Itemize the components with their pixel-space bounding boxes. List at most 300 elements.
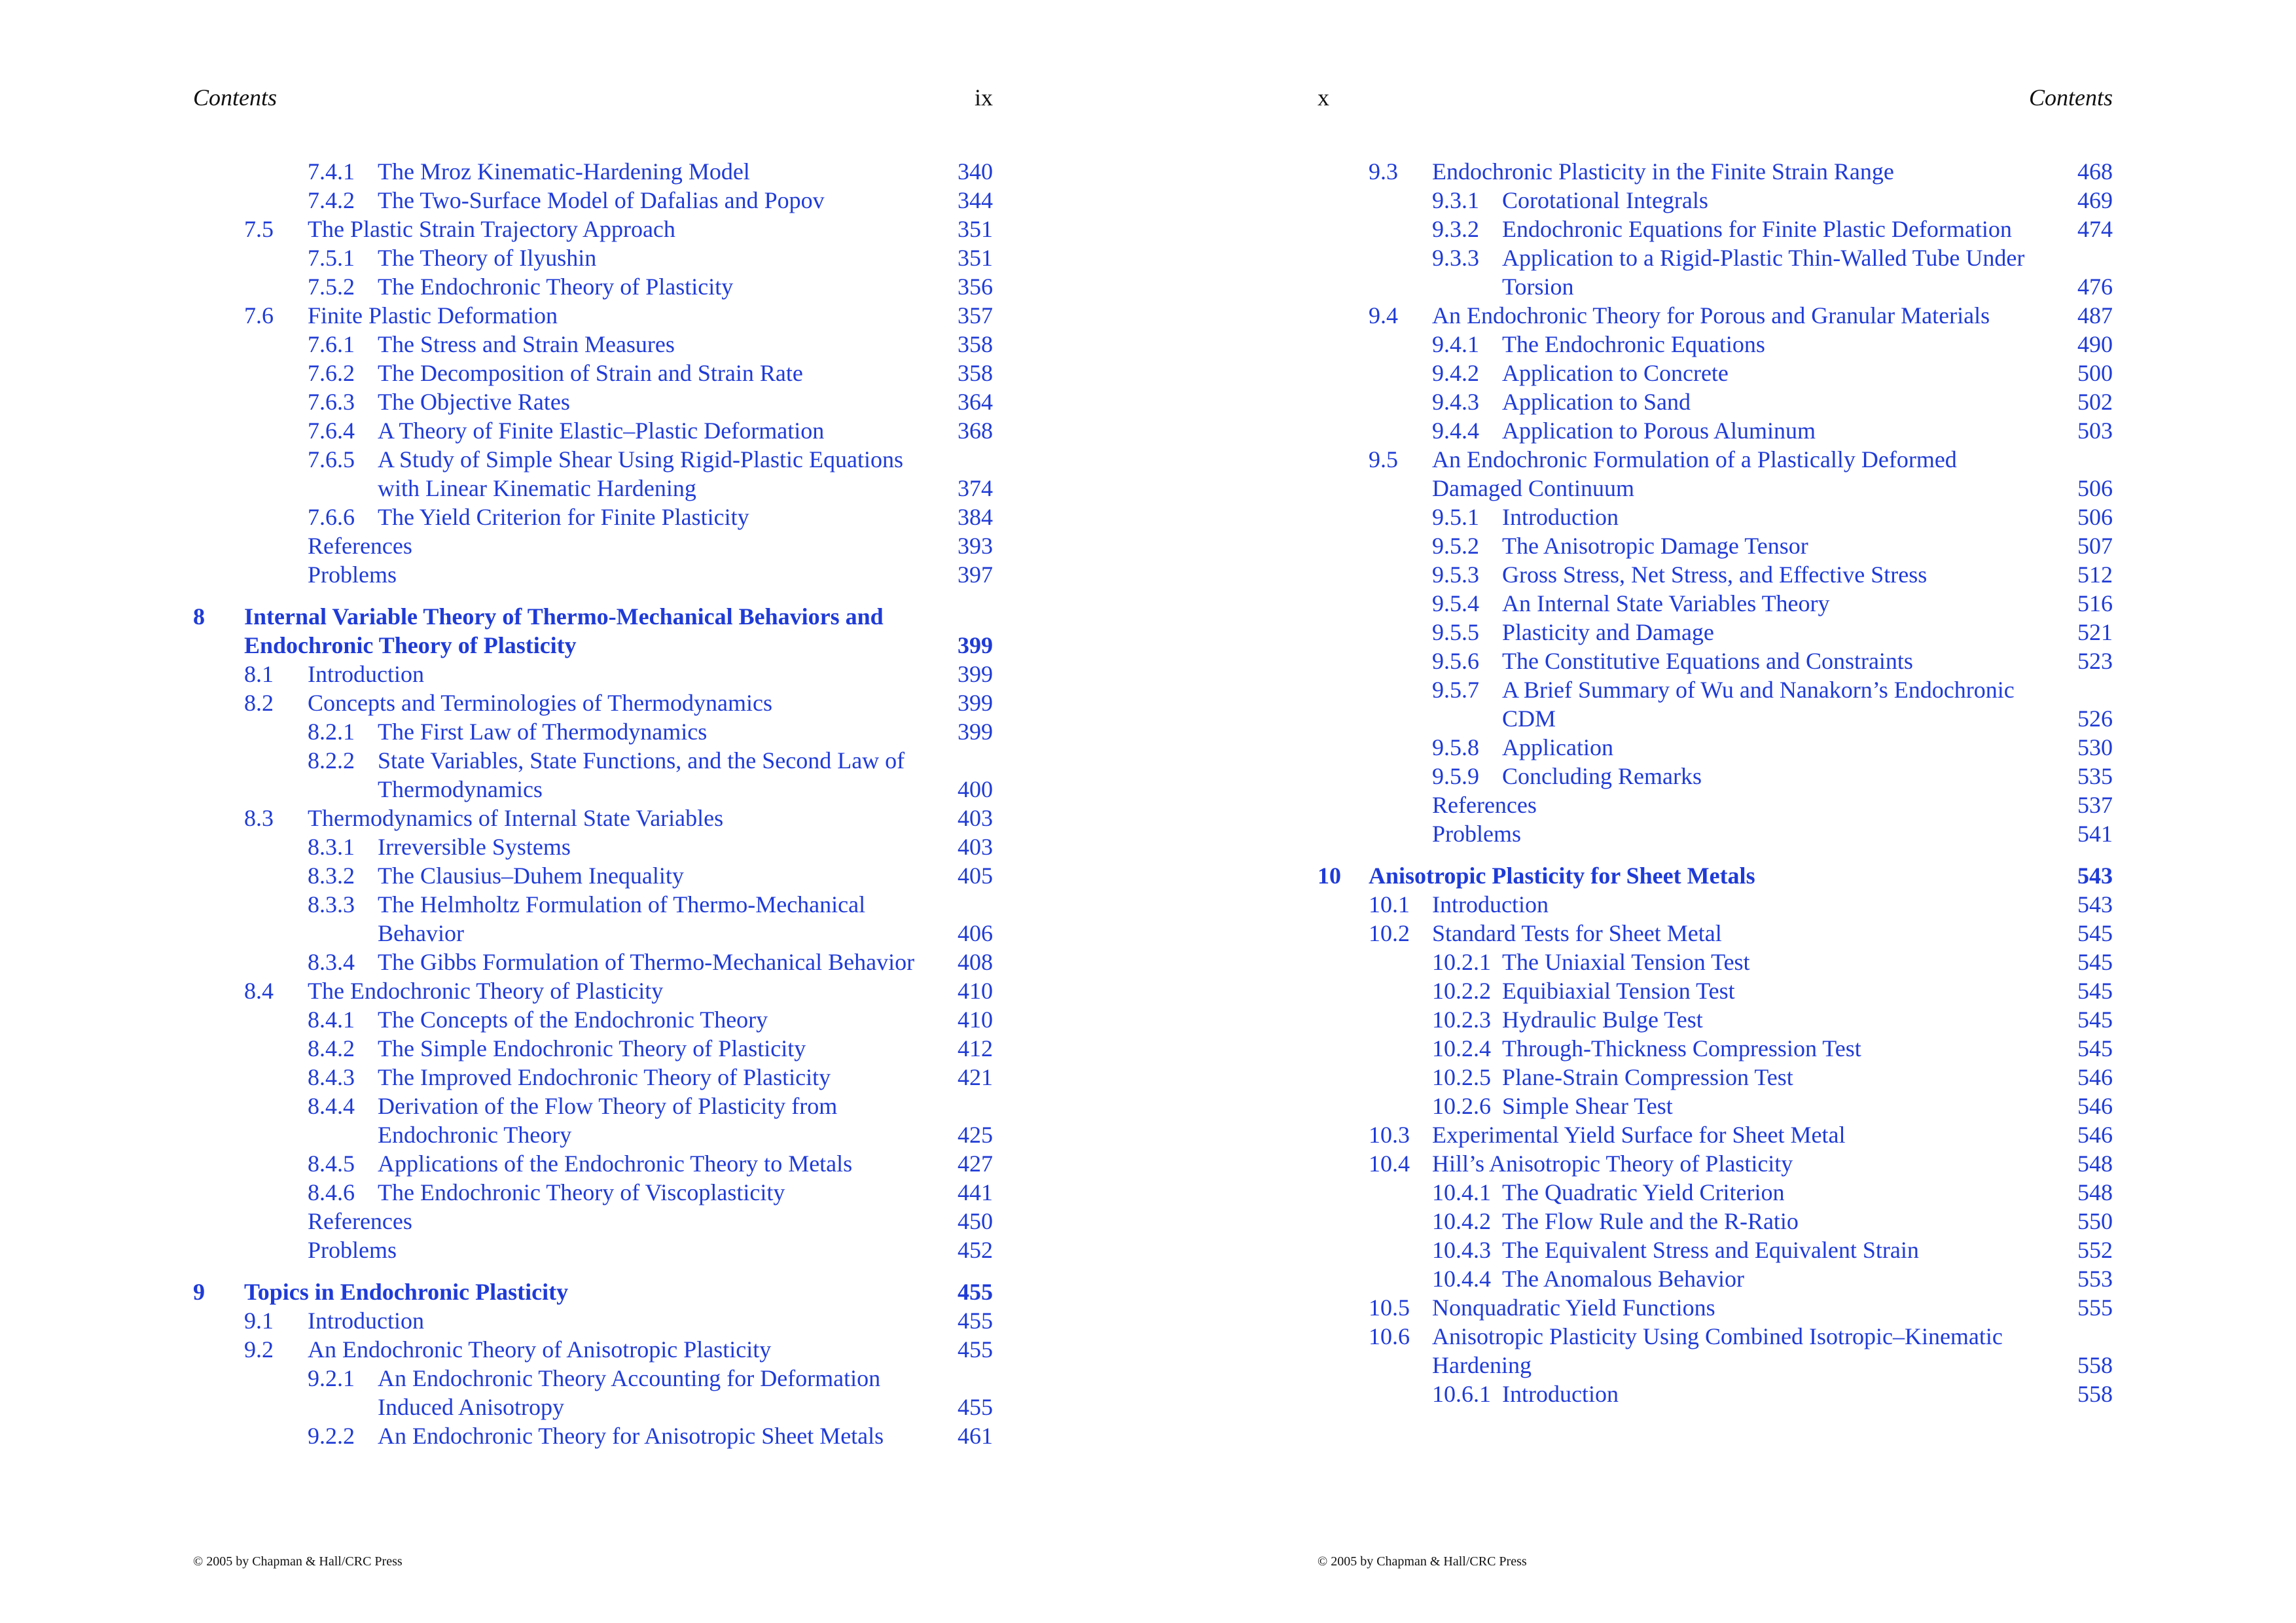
page-ref: 558: [2077, 1381, 2113, 1407]
section-title: An Internal State Variables Theory: [1502, 590, 1830, 616]
section-title: Nonquadratic Yield Functions: [1432, 1294, 1715, 1321]
section-title: The Improved Endochronic Theory of Plasticity: [378, 1064, 831, 1090]
section-number: 7.6: [244, 302, 274, 329]
section-number: 10: [1318, 863, 1341, 889]
page-ref: 406: [958, 920, 993, 946]
table-of-contents: [193, 157, 993, 1450]
section-number: 8.4.3: [308, 1064, 355, 1090]
section-number: 7.6.4: [308, 418, 355, 444]
toc-entry[interactable]: [193, 186, 993, 215]
toc-entry[interactable]: [1318, 762, 2113, 791]
page-ref: 455: [958, 1336, 993, 1363]
toc-entry[interactable]: [1318, 531, 2113, 560]
toc-entry[interactable]: [1318, 359, 2113, 387]
section-title: The Quadratic Yield Criterion: [1502, 1179, 1785, 1205]
page-ref: 469: [2077, 187, 2113, 213]
toc-entry[interactable]: [193, 832, 993, 861]
section-number: 9.1: [244, 1308, 274, 1334]
page-ref: 502: [2077, 389, 2113, 415]
section-number: 9.4.1: [1432, 331, 1479, 357]
section-number: 8.4: [244, 978, 274, 1004]
toc-entry[interactable]: [1318, 618, 2113, 647]
section-title: An Endochronic Theory for Porous and Granular Materials: [1432, 302, 1990, 329]
section-number: 8.2: [244, 690, 274, 716]
section-number: 8.3.2: [308, 863, 355, 889]
page-ref: 526: [2077, 705, 2113, 732]
running-title: Contents: [193, 84, 278, 111]
page-ref: 541: [2077, 821, 2113, 847]
section-number: 7.6.1: [308, 331, 355, 357]
section-title: Anisotropic Plasticity Using Combined Isotropic–Kinematic Hardening: [1432, 1323, 2003, 1378]
section-title: Hill’s Anisotropic Theory of Plasticity: [1432, 1150, 1793, 1177]
section-number: 9.5.1: [1432, 504, 1479, 530]
section-title: The Helmholtz Formulation of Thermo-Mechanical Behavior: [378, 891, 866, 946]
section-title: Problems: [308, 1237, 397, 1263]
section-number: 10.4: [1369, 1150, 1410, 1177]
section-title: The Endochronic Theory of Plasticity: [378, 274, 734, 300]
page-ref: 468: [2077, 158, 2113, 185]
toc-entry[interactable]: [1318, 1092, 2113, 1120]
section-number: 10.4.3: [1432, 1237, 1491, 1263]
page-ref: 523: [2077, 648, 2113, 674]
section-number: 9: [193, 1279, 205, 1305]
page-ref: 506: [2077, 475, 2113, 501]
section-title: The Gibbs Formulation of Thermo-Mechanical Behavior: [378, 949, 915, 975]
section-title: The Endochronic Theory of Viscoplasticity: [378, 1179, 785, 1205]
page-ref: 357: [958, 302, 993, 329]
section-number: 8.2.1: [308, 719, 355, 745]
page-ref: 555: [2077, 1294, 2113, 1321]
section-title: The Decomposition of Strain and Strain Rate: [378, 360, 803, 386]
section-number: 10.5: [1369, 1294, 1410, 1321]
left-page: [193, 0, 993, 1623]
toc-entry[interactable]: [1318, 675, 2113, 733]
page-ref: 545: [2077, 949, 2113, 975]
toc-entry[interactable]: [1318, 445, 2113, 503]
section-title: The Stress and Strain Measures: [378, 331, 675, 357]
toc-entry[interactable]: [1318, 387, 2113, 416]
section-title: An Endochronic Theory for Anisotropic Sheet Metals: [378, 1423, 884, 1449]
section-title: The Equivalent Stress and Equivalent Strain: [1502, 1237, 1919, 1263]
toc-entry[interactable]: [193, 1149, 993, 1178]
page-ref: 548: [2077, 1150, 2113, 1177]
toc-entry[interactable]: [193, 215, 993, 243]
page-ref: 545: [2077, 978, 2113, 1004]
page-ref: 397: [958, 562, 993, 588]
section-title: The Mroz Kinematic-Hardening Model: [378, 158, 750, 185]
section-number: 9.3: [1369, 158, 1398, 185]
section-number: 9.2.1: [308, 1365, 355, 1391]
section-number: 9.5.2: [1432, 533, 1479, 559]
section-title: The Anomalous Behavior: [1502, 1266, 1744, 1292]
toc-entry[interactable]: [1318, 589, 2113, 618]
section-title: The Uniaxial Tension Test: [1502, 949, 1750, 975]
section-number: 10.6.1: [1432, 1381, 1491, 1407]
section-title: Introduction: [1502, 1381, 1619, 1407]
section-number: 10.2.3: [1432, 1007, 1491, 1033]
section-title: An Endochronic Theory Accounting for Deformation Induced Anisotropy: [378, 1365, 881, 1420]
section-number: 9.5.4: [1432, 590, 1479, 616]
table-of-contents: [1318, 157, 2113, 1408]
toc-entry[interactable]: [193, 804, 993, 832]
toc-entry[interactable]: [1318, 733, 2113, 762]
section-number: 8.4.6: [308, 1179, 355, 1205]
toc-entry[interactable]: [1318, 647, 2113, 675]
page-ref: 399: [958, 632, 993, 658]
page-ref: 400: [958, 776, 993, 802]
page-ref: 546: [2077, 1064, 2113, 1090]
section-title: Simple Shear Test: [1502, 1093, 1673, 1119]
toc-entry[interactable]: [193, 157, 993, 186]
page-ref: 364: [958, 389, 993, 415]
page-ref: 474: [2077, 216, 2113, 242]
section-title: Gross Stress, Net Stress, and Effective Stress: [1502, 562, 1928, 588]
section-number: 8.3.1: [308, 834, 355, 860]
section-title: Applications of the Endochronic Theory to Metals: [378, 1150, 853, 1177]
toc-entry[interactable]: [193, 272, 993, 301]
section-number: 8.4.4: [308, 1093, 355, 1119]
section-number: 10.2: [1369, 920, 1410, 946]
page-ref: 408: [958, 949, 993, 975]
page-ref: 558: [2077, 1352, 2113, 1378]
toc-entry[interactable]: [1318, 1063, 2113, 1092]
toc-entry[interactable]: [1318, 976, 2113, 1005]
toc-entry[interactable]: [1318, 1149, 2113, 1178]
section-title: References: [308, 533, 412, 559]
page-ref: 412: [958, 1035, 993, 1061]
section-number: 9.3.2: [1432, 216, 1479, 242]
section-title: State Variables, State Functions, and the Second Law of Thermodynamics: [378, 747, 905, 802]
section-title: Derivation of the Flow Theory of Plasticity from Endochronic Theory: [378, 1093, 838, 1148]
toc-entry[interactable]: [1318, 791, 2113, 819]
section-title: Application to Porous Aluminum: [1502, 418, 1816, 444]
toc-entry[interactable]: [1318, 1034, 2113, 1063]
section-number: 7.6.2: [308, 360, 355, 386]
section-number: 9.5.3: [1432, 562, 1479, 588]
page-ref: 543: [2077, 863, 2113, 889]
toc-entry[interactable]: [193, 1306, 993, 1335]
section-number: 10.2.5: [1432, 1064, 1491, 1090]
section-number: 8: [193, 603, 205, 630]
section-number: 8.3.4: [308, 949, 355, 975]
section-title: The Theory of Ilyushin: [378, 245, 597, 271]
page-ref: 537: [2077, 792, 2113, 818]
toc-entry[interactable]: [193, 387, 993, 416]
page-ref: 516: [2077, 590, 2113, 616]
toc-entry[interactable]: [1318, 919, 2113, 948]
section-number: 7.5.1: [308, 245, 355, 271]
section-title: Problems: [1432, 821, 1522, 847]
running-title: Contents: [2028, 84, 2113, 111]
toc-chapter-entry[interactable]: [193, 602, 993, 660]
toc-entry[interactable]: [1318, 1207, 2113, 1236]
section-title: Problems: [308, 562, 397, 588]
section-title: References: [1432, 792, 1537, 818]
section-title: Experimental Yield Surface for Sheet Metal: [1432, 1122, 1846, 1148]
toc-entry[interactable]: [1318, 301, 2113, 330]
toc-entry[interactable]: [193, 243, 993, 272]
page-ref: 507: [2077, 533, 2113, 559]
section-title: Application: [1502, 734, 1613, 760]
page-ref: 512: [2077, 562, 2113, 588]
section-title: The Objective Rates: [378, 389, 570, 415]
page-ref: 535: [2077, 763, 2113, 789]
page-ref: 455: [958, 1308, 993, 1334]
page-ref: 461: [958, 1423, 993, 1449]
section-title: Plane-Strain Compression Test: [1502, 1064, 1793, 1090]
section-title: Irreversible Systems: [378, 834, 571, 860]
section-number: 9.4: [1369, 302, 1398, 329]
page-ref: 552: [2077, 1237, 2113, 1263]
page-ref: 506: [2077, 504, 2113, 530]
section-number: 8.3: [244, 805, 274, 831]
section-number: 8.1: [244, 661, 274, 687]
section-number: 10.4.2: [1432, 1208, 1491, 1234]
toc-entry[interactable]: [193, 560, 993, 589]
section-title: The First Law of Thermodynamics: [378, 719, 708, 745]
page-ref: 344: [958, 187, 993, 213]
toc-entry[interactable]: [193, 1178, 993, 1207]
toc-entry[interactable]: [193, 1364, 993, 1421]
page-ref: 455: [958, 1279, 993, 1305]
toc-entry[interactable]: [193, 301, 993, 330]
section-title: Application to Concrete: [1502, 360, 1729, 386]
section-number: 9.2: [244, 1336, 274, 1363]
toc-entry[interactable]: [193, 660, 993, 688]
page-ref: 358: [958, 360, 993, 386]
page-ref: 490: [2077, 331, 2113, 357]
section-title: Internal Variable Theory of Thermo-Mechanical Behaviors and Endochronic Theory of Plasticity: [244, 603, 884, 658]
page-ref: 546: [2077, 1093, 2113, 1119]
page-ref: 530: [2077, 734, 2113, 760]
page-ref: 543: [2077, 891, 2113, 918]
section-title: A Study of Simple Shear Using Rigid-Plastic Equations with Linear Kinematic Hardening: [378, 446, 903, 501]
section-title: Corotational Integrals: [1502, 187, 1708, 213]
section-number: 9.4.2: [1432, 360, 1479, 386]
section-number: 9.5: [1369, 446, 1398, 473]
page-ref: 410: [958, 1007, 993, 1033]
section-title: Introduction: [308, 661, 424, 687]
page-ref: 399: [958, 719, 993, 745]
toc-entry[interactable]: [1318, 1005, 2113, 1034]
toc-entry[interactable]: [193, 1005, 993, 1034]
toc-entry[interactable]: [193, 416, 993, 445]
section-number: 8.4.5: [308, 1150, 355, 1177]
toc-entry[interactable]: [193, 1236, 993, 1264]
toc-entry[interactable]: [1318, 1264, 2113, 1293]
toc-entry[interactable]: [193, 861, 993, 890]
section-number: 7.4.2: [308, 187, 355, 213]
section-title: The Endochronic Equations: [1502, 331, 1765, 357]
section-title: Concluding Remarks: [1502, 763, 1702, 789]
toc-entry[interactable]: [1318, 560, 2113, 589]
toc-entry[interactable]: [1318, 416, 2113, 445]
toc-entry[interactable]: [1318, 186, 2113, 215]
copyright-footer: © 2005 by Chapman & Hall/CRC Press: [193, 1554, 403, 1569]
page-ref: 503: [2077, 418, 2113, 444]
toc-entry[interactable]: [193, 746, 993, 804]
toc-entry[interactable]: [193, 1092, 993, 1149]
toc-entry[interactable]: [1318, 890, 2113, 919]
section-title: The Anisotropic Damage Tensor: [1502, 533, 1808, 559]
section-number: 9.3.1: [1432, 187, 1479, 213]
section-number: 10.4.1: [1432, 1179, 1491, 1205]
toc-entry[interactable]: [193, 976, 993, 1005]
section-title: The Concepts of the Endochronic Theory: [378, 1007, 768, 1033]
toc-entry[interactable]: [1318, 819, 2113, 848]
page-ref: 399: [958, 661, 993, 687]
page-ref: 545: [2077, 1007, 2113, 1033]
page-ref: 425: [958, 1122, 993, 1148]
section-number: 10.4.4: [1432, 1266, 1491, 1292]
toc-entry[interactable]: [1318, 948, 2113, 976]
section-number: 10.2.4: [1432, 1035, 1491, 1061]
toc-entry[interactable]: [193, 1207, 993, 1236]
section-number: 7.5: [244, 216, 274, 242]
section-title: Finite Plastic Deformation: [308, 302, 558, 329]
section-title: Introduction: [308, 1308, 424, 1334]
toc-entry[interactable]: [193, 1421, 993, 1450]
section-title: Application to Sand: [1502, 389, 1691, 415]
section-number: 7.6.3: [308, 389, 355, 415]
toc-entry[interactable]: [193, 688, 993, 717]
page-ref: 374: [958, 475, 993, 501]
toc-entry[interactable]: [193, 890, 993, 948]
page-ref: 500: [2077, 360, 2113, 386]
section-number: 8.4.2: [308, 1035, 355, 1061]
page-ref: 356: [958, 274, 993, 300]
section-number: 10.6: [1369, 1323, 1410, 1349]
toc-entry[interactable]: [193, 1034, 993, 1063]
section-title: Application to a Rigid-Plastic Thin-Walled Tube Under Torsion: [1502, 245, 2025, 300]
page-ref: 476: [2077, 274, 2113, 300]
toc-entry[interactable]: [193, 330, 993, 359]
section-title: The Endochronic Theory of Plasticity: [308, 978, 664, 1004]
section-title: Topics in Endochronic Plasticity: [244, 1279, 569, 1305]
section-title: Introduction: [1432, 891, 1549, 918]
copyright-footer: © 2005 by Chapman & Hall/CRC Press: [1318, 1554, 1527, 1569]
section-title: Thermodynamics of Internal State Variables: [308, 805, 724, 831]
section-title: Equibiaxial Tension Test: [1502, 978, 1735, 1004]
page-ref: 521: [2077, 619, 2113, 645]
page-ref: 550: [2077, 1208, 2113, 1234]
toc-entry[interactable]: [1318, 1293, 2113, 1322]
section-number: 9.4.3: [1432, 389, 1479, 415]
page-ref: 340: [958, 158, 993, 185]
page-ref: 545: [2077, 1035, 2113, 1061]
section-number: 10.3: [1369, 1122, 1410, 1148]
page-header: [193, 84, 993, 116]
section-title: The Flow Rule and the R-Ratio: [1502, 1208, 1799, 1234]
section-number: 7.4.1: [308, 158, 355, 185]
page-ref: 384: [958, 504, 993, 530]
section-number: 9.5.6: [1432, 648, 1479, 674]
page-ref: 403: [958, 834, 993, 860]
page-ref: 410: [958, 978, 993, 1004]
section-title: Plasticity and Damage: [1502, 619, 1714, 645]
section-number: 10.1: [1369, 891, 1410, 918]
section-number: 9.5.7: [1432, 677, 1479, 703]
page-ref: 545: [2077, 920, 2113, 946]
page-ref: 351: [958, 216, 993, 242]
toc-entry[interactable]: [1318, 503, 2113, 531]
toc-entry[interactable]: [1318, 215, 2113, 243]
page-ref: 358: [958, 331, 993, 357]
section-title: Hydraulic Bulge Test: [1502, 1007, 1703, 1033]
toc-entry[interactable]: [1318, 1178, 2113, 1207]
toc-entry[interactable]: [193, 1335, 993, 1364]
section-title: The Yield Criterion for Finite Plasticity: [378, 504, 749, 530]
page-number: ix: [974, 84, 993, 111]
section-title: An Endochronic Theory of Anisotropic Plasticity: [308, 1336, 772, 1363]
section-title: The Two-Surface Model of Dafalias and Popov: [378, 187, 825, 213]
section-title: Introduction: [1502, 504, 1619, 530]
page-number: x: [1318, 84, 1329, 111]
page-ref: 405: [958, 863, 993, 889]
toc-entry[interactable]: [193, 717, 993, 746]
section-number: 9.5.5: [1432, 619, 1479, 645]
toc-entry[interactable]: [193, 531, 993, 560]
section-number: 10.2.2: [1432, 978, 1491, 1004]
toc-chapter-entry[interactable]: [193, 1277, 993, 1306]
section-title: The Plastic Strain Trajectory Approach: [308, 216, 675, 242]
section-title: The Constitutive Equations and Constraints: [1502, 648, 1913, 674]
section-number: 8.2.2: [308, 747, 355, 774]
section-number: 7.5.2: [308, 274, 355, 300]
section-number: 10.2.1: [1432, 949, 1491, 975]
section-number: 9.2.2: [308, 1423, 355, 1449]
section-title: Concepts and Terminologies of Thermodynamics: [308, 690, 773, 716]
page-header: [1318, 84, 2113, 116]
page-ref: 455: [958, 1394, 993, 1420]
section-number: 7.6.6: [308, 504, 355, 530]
section-number: 9.5.8: [1432, 734, 1479, 760]
section-title: The Simple Endochronic Theory of Plasticity: [378, 1035, 806, 1061]
toc-entry[interactable]: [1318, 157, 2113, 186]
toc-entry[interactable]: [1318, 243, 2113, 301]
section-title: A Brief Summary of Wu and Nanakorn’s Endochronic CDM: [1502, 677, 2015, 732]
page-ref: 393: [958, 533, 993, 559]
section-number: 9.3.3: [1432, 245, 1479, 271]
section-title: Anisotropic Plasticity for Sheet Metals: [1369, 863, 1755, 889]
section-title: References: [308, 1208, 412, 1234]
toc-entry[interactable]: [1318, 330, 2113, 359]
toc-chapter-entry[interactable]: [1318, 861, 2113, 890]
toc-entry[interactable]: [1318, 1380, 2113, 1408]
page-ref: 546: [2077, 1122, 2113, 1148]
page-ref: 487: [2077, 302, 2113, 329]
toc-entry[interactable]: [193, 503, 993, 531]
toc-entry[interactable]: [193, 1063, 993, 1092]
toc-entry[interactable]: [193, 948, 993, 976]
toc-entry[interactable]: [1318, 1322, 2113, 1380]
section-title: Standard Tests for Sheet Metal: [1432, 920, 1722, 946]
section-number: 9.4.4: [1432, 418, 1479, 444]
toc-entry[interactable]: [1318, 1236, 2113, 1264]
page-ref: 548: [2077, 1179, 2113, 1205]
toc-entry[interactable]: [193, 445, 993, 503]
toc-entry[interactable]: [193, 359, 993, 387]
section-title: The Clausius–Duhem Inequality: [378, 863, 684, 889]
page-ref: 450: [958, 1208, 993, 1234]
page-ref: 399: [958, 690, 993, 716]
section-title: Endochronic Plasticity in the Finite Strain Range: [1432, 158, 1894, 185]
section-number: 7.6.5: [308, 446, 355, 473]
right-page: [1318, 0, 2113, 1623]
page-ref: 452: [958, 1237, 993, 1263]
section-title: Endochronic Equations for Finite Plastic Deformation: [1502, 216, 2012, 242]
toc-entry[interactable]: [1318, 1120, 2113, 1149]
